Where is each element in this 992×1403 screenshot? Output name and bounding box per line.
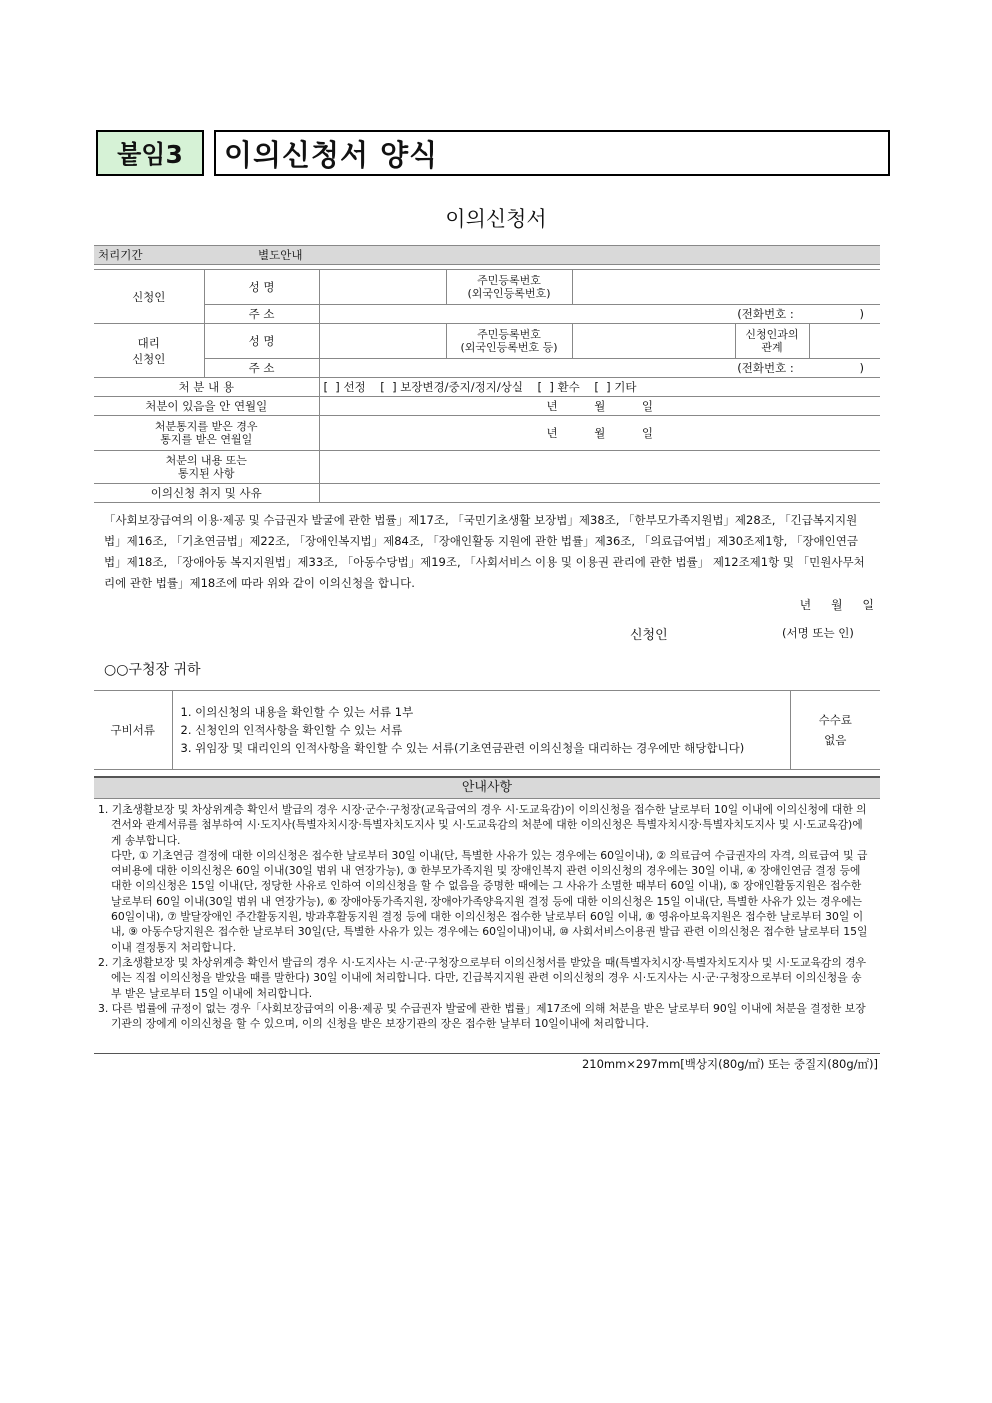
disposition-options[interactable]: [ ] 선정 [ ] 보장변경/중지/정지/상실 [ ] 환수 [ ] 기타 bbox=[319, 378, 880, 397]
applicant-rrn-field[interactable] bbox=[572, 270, 880, 305]
processing-period-value: 별도안내 bbox=[254, 246, 880, 265]
applicant-name-field[interactable] bbox=[319, 270, 446, 305]
guide-item-1-detail: 다만, ① 기초연금 결정에 대한 이의신청은 접수한 날로부터 30일 이내(단, 특별한 사유가 있는 경우에는 60일이내), ② 의료급여 수급권자의 자격, 의료급여 및 급여비용에 대한 이의신청은 60일 이내(30일 범위 내 연장가능), ③ 한부모가족지원 및 장애인복지 관련 이의신청의 경우에는 30일 이내, ④ 장애인연금 결정 등에 대한 이의신청은 15일 이내(단, 정당한 사유로 인하여 이의신청을 할 수 없음을 증명한 때에는 그 사유가 소멸한 때부터 60일 이내), ⑤ 장애인활동지원은 접수한 날로부터 60일 이내(30일 범위 내 연장가능), ⑥ 장애아동가족지원, 장애아가족양육지원 결정 등에 대한 이의신청은 15일 이내(단, 특별한 사유가 있는 경우에는 60일이내), ⑦ 발달장애인 주간활동지원, 방과후활동지원 결정 등에 대한 이의신청은 접수한 날로부터 60일 이내, ⑧ 영유아보육지원은 접수한 날로부터 30일 이내, ⑨ 아동수당지원은 접수한 날로부터 30일(단, 특별한 사유가 있는 경우에는 60일이내)이내, ⑩ 사회서비스이용권 발급 관련 이의신청은 접수한 날로부터 15일 이내 결정통지 처리합니다. bbox=[111, 848, 868, 954]
agent-address-label: 주 소 bbox=[204, 359, 319, 378]
agent-name-field[interactable] bbox=[319, 324, 446, 359]
agent-rrn-field[interactable] bbox=[572, 324, 735, 359]
applicant-rrn-label-line1: 주민등록번호 bbox=[477, 274, 541, 287]
guide-section bbox=[98, 802, 870, 1031]
required-documents-label: 구비서류 bbox=[94, 691, 172, 770]
agent-name-label: 성 명 bbox=[204, 324, 319, 359]
known-date-label: 처분이 있음을 안 연월일 bbox=[94, 397, 319, 416]
purpose-field[interactable] bbox=[319, 484, 880, 503]
applicant-address-label: 주 소 bbox=[204, 305, 319, 324]
agent-relation-label-line2: 관계 bbox=[761, 341, 783, 354]
agent-relation-label-line1: 신청인과의 bbox=[745, 328, 799, 341]
guide-item-3: 3. 다른 법률에 규정이 없는 경우「사회보장급여의 이용·제공 및 수급권자 발굴에 관한 법률」제17조에 의해 처분을 받은 날로부터 90일 이내에 처분을 결정한 보장기관의 장에게 이의신청을 할 수 있으며, 이의 신청을 받은 보장기관의 장은 접수한 날부터 10일이내에 처리합니다. bbox=[98, 1001, 866, 1031]
notice-date-label bbox=[94, 416, 319, 451]
notice-content-label bbox=[94, 451, 319, 484]
guide-item-2: 2. 기초생활보장 및 차상위계층 확인서 발급의 경우 시·도지사는 시·군·구청장으로부터 이의신청서를 받았을 때(특별자치시장·특별자치도지사 및 시·도교육감의 경우에는 직접 이의신청을 받았을 때를 말한다) 30일 이내에 처리합니다. 다만, 긴급복지지원 관련 이의신청의 경우 시·도지사는 시·군·구청장으로부터 이의신청을 송부 받은 날로부터 15일 이내에 처리합니다. bbox=[98, 955, 867, 1000]
agent-label-line2: 신청인 bbox=[132, 351, 166, 366]
agent-address-field[interactable]: (전화번호 : ) bbox=[319, 359, 880, 378]
recipient: ○○구청장 귀하 bbox=[104, 662, 201, 678]
notice-content-label-line2: 통지된 사항 bbox=[177, 467, 235, 480]
notice-date-field[interactable]: 년 월 일 bbox=[319, 416, 880, 451]
signer-label: 신청인 bbox=[630, 628, 668, 643]
agent-relation-label bbox=[735, 324, 809, 359]
agent-label-line1: 대리 bbox=[137, 335, 160, 350]
application-form-table bbox=[94, 269, 880, 503]
footer-divider bbox=[94, 1053, 880, 1054]
required-document-item: 3. 위임장 및 대리인의 인적사항을 확인할 수 있는 서류(기초연금관련 이의신청을 대리하는 경우에만 해당합니다) bbox=[180, 741, 745, 755]
agent-relation-field[interactable] bbox=[809, 324, 880, 359]
notice-date-label-line2: 통지를 받은 연월일 bbox=[160, 433, 253, 446]
agent-rrn-label bbox=[446, 324, 572, 359]
required-documents-table bbox=[94, 690, 880, 770]
applicant-rrn-label bbox=[446, 270, 572, 305]
fee-cell bbox=[790, 691, 880, 770]
applicant-address-field[interactable]: (전화번호 : ) bbox=[319, 305, 880, 324]
notice-date-label-line1: 처분통지를 받은 경우 bbox=[154, 420, 258, 433]
agent-rrn-label-line2: (외국인등록번호 등) bbox=[460, 341, 558, 354]
purpose-label: 이의신청 취지 및 사유 bbox=[94, 484, 319, 503]
fee-value: 없음 bbox=[824, 733, 847, 747]
notice-content-field[interactable] bbox=[319, 451, 880, 484]
legal-basis-paragraph: 「사회보장급여의 이용·제공 및 수급권자 발굴에 관한 법률」제17조, 「국민기초생활 보장법」제38조, 「한부모가족지원법」제28조, 「긴급복지지원법」제16조, 「기초연금법」제22조, 「장애인복지법」제84조, 「장애인활동 지원에 관한 법률」제36조, 「의료급여법」제30조제1항, 「장애인연금법」제18조, 「장애아동 복지지원법」제33조, 「아동수당법」제19조, 「사회서비스 이용 및 이용권 관리에 관한 법률」 제12조제1항 및 「민원사무처리에 관한 법률」제18조에 따라 위와 같이 이의신청을 합니다. bbox=[104, 513, 865, 590]
required-document-item: 1. 이의신청의 내용을 확인할 수 있는 서류 1부 bbox=[180, 705, 414, 719]
required-documents-list bbox=[172, 691, 790, 770]
processing-period-label: 처리기간 bbox=[94, 246, 254, 265]
notice-content-label-line1: 처분의 내용 또는 bbox=[165, 454, 247, 467]
required-document-item: 2. 신청인의 인적사항을 확인할 수 있는 서류 bbox=[180, 723, 403, 737]
application-date[interactable]: 년 월 일 bbox=[799, 598, 876, 612]
document-title: 이의신청서 bbox=[445, 207, 547, 231]
disposition-label: 처 분 내 용 bbox=[94, 378, 319, 397]
section-title: 이의신청서 양식 bbox=[214, 130, 890, 176]
known-date-field[interactable]: 년 월 일 bbox=[319, 397, 880, 416]
signature-note[interactable]: (서명 또는 인) bbox=[782, 626, 854, 640]
applicant-label: 신청인 bbox=[94, 270, 204, 324]
applicant-rrn-label-line2: (외국인등록번호) bbox=[467, 287, 551, 300]
fee-label: 수수료 bbox=[818, 713, 852, 727]
applicant-name-label: 성 명 bbox=[204, 270, 319, 305]
agent-rrn-label-line1: 주민등록번호 bbox=[477, 328, 541, 341]
guide-item-1: 1. 기초생활보장 및 차상위계층 확인서 발급의 경우 시장·군수·구청장(교육급여의 경우 시·도교육감)이 이의신청을 접수한 날로부터 10일 이내에 이의신청에 대한 의견서와 관계서류를 첨부하여 시·도지사(특별자치시장·특별자치도지사 및 시·도교육감의 처분에 대한 이의신청은 특별자치시장·특별자치도지사 및 시·도교육감)에게 송부합니다. bbox=[98, 803, 867, 847]
agent-label bbox=[94, 324, 204, 378]
processing-period-bar bbox=[94, 245, 880, 265]
guide-heading: 안내사항 bbox=[94, 776, 880, 799]
paper-size-note: 210mm×297mm[백상지(80g/㎡) 또는 중질지(80g/㎡)] bbox=[581, 1057, 878, 1071]
attachment-tag: 붙임3 bbox=[96, 130, 204, 176]
